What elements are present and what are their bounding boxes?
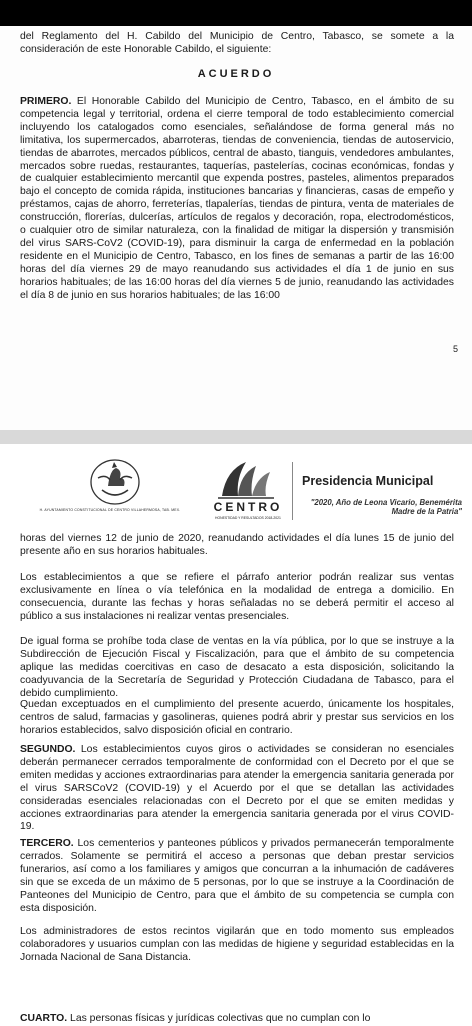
page-separator bbox=[0, 430, 472, 444]
seal-caption: H. AYUNTAMIENTO CONSTITUCIONAL DE CENTRO VILLAHERMOSA, TAB. MEX. bbox=[39, 508, 181, 512]
paragraph-administrators: Los administradores de estos recintos vigilarán que en todo momento sus empleados colaboradores y usuarios cumplan con las medidas de higiene y seguridad establecidas en la Jornada Nacional de Sana Distancia. bbox=[20, 926, 454, 963]
primero-text: El Honorable Cabildo del Municipio de Centro, Tabasco, en el ámbito de su competencia legal y territorial, ordena el cierre temporal de todo establecimiento comercial incluyendo los catalogados como esenciales, señalándose de forma general más no limitativa, los supermercados, abarroteras, tiendas de conveniencia, tiendas de autoservicio, tiendas de abarrotes, mercados públicos, central de abasto, tianguis, vendedores ambulantes, mercados sobre ruedas, restaurantes, taquerías, pastelerías, cocinas económicas, fondas y de cualquier establecimiento mercantil que expenda postres, pasteles, alimentos preparados bajo el concepto de comida rápida, instituciones bancarias y financieras, casas de empeño y préstamos, cajas de ahorro, ferreterías, tlapalerías, tiendas de pintura, venta de materiales de construcción, florerías, dulcerías, artículos de regalos y decoración, ropa, electrodomésticos, o cualquier otro de similar naturaleza, con la finalidad de mitigar la dispersión y transmisión del virus SARS-CoV2 (COVID-19), para disminuir la carga de enfermedad en la población residente en el Municipio de Centro, Tabasco, en los fines de semanas a partir de las 16:00 horas del día viernes 29 de mayo reanudando sus actividades el día 1 de junio en sus horarios habituales; de las 16:00 horas del día viernes 5 de junio, reanudando las actividades el día 8 de junio en sus horarios habituales; de las 16:00 bbox=[20, 96, 454, 301]
paragraph-street-sales: De igual forma se prohíbe toda clase de ventas en la vía pública, por lo que se instruye a la Subdirección de Ejecución Fiscal y Fiscalización, para que el ámbito de su competencia aplique las medidas coercitivas en caso de desacato a esta disposición, solicitando la coadyuvancia de la Secretaría de Seguridad y Protección Ciudadana de Tabasco, para el debido cumplimiento. bbox=[20, 636, 454, 699]
segundo-paragraph bbox=[20, 744, 454, 834]
paragraph-continuation: horas del viernes 12 de junio de 2020, reanudando actividades el día lunes 15 de junio del presente año en sus horarios habituales. bbox=[20, 533, 454, 557]
header-divider bbox=[292, 462, 293, 520]
paragraph-exceptions: Quedan exceptuados en el cumplimiento del presente acuerdo, únicamente los hospitales, centros de salud, farmacias y gasolineras, quienes podrá abrir y prestar sus servicios en los horarios establecidos, salvo disposición oficial en contrario. bbox=[20, 699, 454, 736]
cuarto-label: CUARTO. bbox=[20, 1013, 68, 1024]
paragraph-online-sales: Los establecimientos a que se refiere el párrafo anterior podrán realizar sus ventas exclusivamente en línea o vía telefónica en la modalidad de entrega a domicilio. En consecuencia, durante las fechas y horas señaladas no se deberá permitir el acceso al público a sus instalaciones ni realizar ventas presenciales. bbox=[20, 572, 454, 622]
logo-subtitle: HONESTIDAD Y RESULTADOS 2018-2021 bbox=[215, 516, 281, 520]
tercero-label: TERCERO. bbox=[20, 838, 74, 849]
page-number: 5 bbox=[452, 344, 458, 354]
intro-paragraph: del Reglamento del H. Cabildo del Municipio de Centro, Tabasco, se somete a la consideración de este Honorable Cabildo, el siguiente: bbox=[20, 31, 454, 55]
primero-paragraph bbox=[20, 96, 454, 303]
tercero-paragraph bbox=[20, 838, 454, 915]
centro-logo-icon bbox=[212, 456, 280, 502]
acuerdo-heading: ACUERDO bbox=[197, 68, 275, 80]
header-motto: "2020, Año de Leona Vicario, Benemérita Madre de la Patria" bbox=[310, 498, 462, 517]
mexico-coat-of-arms-icon bbox=[84, 456, 146, 508]
cuarto-text: Las personas físicas y jurídicas colectivas que no cumplan con lo bbox=[67, 1013, 371, 1024]
primero-label: PRIMERO. bbox=[20, 96, 72, 107]
segundo-label: SEGUNDO. bbox=[20, 744, 76, 755]
top-black-bar bbox=[0, 0, 472, 26]
document-page-6 bbox=[0, 444, 472, 1024]
tercero-text: Los cementerios y panteones públicos y privados permanecerán temporalmente cerrados. Solamente se permitirá el acceso a personas que deban prestar servicios funerarios, así como a los familiares y amigos que concurran a la inhumación de cadáveres sin que se exceda de un máximo de 5 personas, por lo que se instruye a la Coordinación de Panteones del Municipio de Centro, para que el ámbito de su competencia se cumpla con esta disposición. bbox=[20, 838, 454, 914]
header-title: Presidencia Municipal bbox=[302, 474, 434, 488]
logo-name: CENTRO bbox=[213, 500, 283, 514]
segundo-text: Los establecimientos cuyos giros o actividades se consideran no esenciales deberán permanecer cerrados temporalmente de conformidad con el Decreto por el que se emiten medidas y acciones extraordinarias para atender la emergencia sanitaria generada por el virus SARSCoV2 (COVID-19) y el Acuerdo por el que se detallan las actividades consideradas esenciales relacionadas con el Decreto por el que se emiten medidas y acciones extraordinarias para atender la emergencia sanitaria generada por el virus COVID-19. bbox=[20, 744, 454, 833]
document-page-5 bbox=[0, 26, 472, 430]
